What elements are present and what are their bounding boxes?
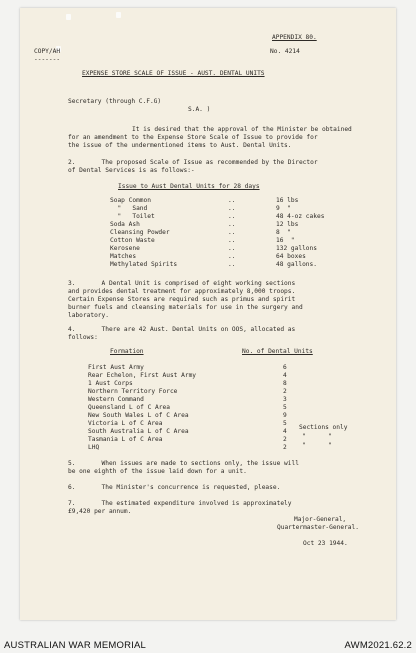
sections-note: Sections only: [299, 424, 348, 431]
scale-qty: 48 4-oz cakes: [276, 213, 325, 220]
scale-qty: 48 gallons.: [276, 261, 317, 268]
copy-reference: COPY/AH: [34, 48, 61, 55]
addressee-line: Secretary (through C.F.G): [68, 98, 162, 105]
units-count: 4: [283, 428, 287, 435]
scale-item: " Toilet: [110, 213, 155, 220]
paragraph-line: 7. The estimated expenditure involved is approximately: [68, 500, 292, 507]
scale-dots: ..: [228, 229, 236, 236]
units-count: 8: [283, 380, 287, 387]
scale-qty: 132 gallons: [276, 245, 317, 252]
paragraph-line: the issue of the undermentioned items to Aust. Dental Units.: [68, 142, 292, 149]
scale-qty: 12 lbs: [276, 221, 299, 228]
scale-item: Matches: [110, 253, 137, 260]
paragraph-line: and provides dental treatment for approximately 8,000 troops.: [68, 288, 296, 295]
scale-dots: ..: [228, 213, 236, 220]
document-date: Oct 23 1944.: [303, 540, 348, 547]
scale-qty: 9 ": [276, 205, 291, 212]
footer-accession: AWM2021.62.2: [344, 640, 412, 651]
formation-name: Tasmania L of C Area: [88, 436, 163, 443]
signature-rank: Major-General,: [294, 516, 347, 523]
formation-name: Queensland L of C Area: [88, 404, 170, 411]
formation-name: Northern Territory Force: [88, 388, 178, 395]
units-count: 3: [283, 396, 287, 403]
formation-name: Rear Echelon, First Aust Army: [88, 372, 197, 379]
scale-item: " Sand: [110, 205, 148, 212]
paragraph-line: laboratory.: [68, 312, 109, 319]
addressee-line: S.A. ): [188, 106, 211, 113]
scale-qty: 64 boxes: [276, 253, 306, 260]
scale-dots: ..: [228, 261, 236, 268]
scale-dots: ..: [228, 253, 236, 260]
scale-qty: 8 ": [276, 229, 291, 236]
punch-hole: [66, 14, 71, 20]
document-title: EXPENSE STORE SCALE OF ISSUE - AUST. DENTAL UNITS: [82, 70, 265, 77]
scale-item: Cotton Waste: [110, 237, 155, 244]
scale-dots: ..: [228, 221, 236, 228]
paragraph-line: follows:: [68, 334, 98, 341]
scale-dots: ..: [228, 245, 236, 252]
scale-item: Kerosene: [110, 245, 140, 252]
paragraph-line: £9,420 per annum.: [68, 508, 132, 515]
formation-name: First Aust Army: [88, 364, 144, 371]
paragraph-line: for an amendment to the Expense Store Scale of Issue to provide for: [68, 134, 318, 141]
punch-hole: [116, 12, 121, 18]
units-count: 5: [283, 404, 287, 411]
units-count: 6: [283, 364, 287, 371]
document-page: [20, 8, 396, 620]
scale-item: Cleansing Powder: [110, 229, 170, 236]
scale-qty: 16 ": [276, 237, 295, 244]
formation-header: Formation: [110, 348, 144, 355]
units-header: No. of Dental Units: [242, 348, 313, 355]
scale-qty: 16 lbs: [276, 197, 299, 204]
paragraph-line: It is desired that the approval of the Minister be obtained: [132, 126, 352, 133]
paragraph-line: burner fuels and cleansing materials for use in the surgery and: [68, 304, 303, 311]
scale-item: Soda Ash: [110, 221, 140, 228]
units-count: 2: [283, 436, 287, 443]
formation-name: 1 Aust Corps: [88, 380, 133, 387]
scale-item: Soap Common: [110, 197, 151, 204]
document-number: No. 4214: [270, 48, 300, 55]
paragraph-line: 5. When issues are made to sections only, the issue will: [68, 460, 299, 467]
ditto-mark: " ": [302, 442, 332, 449]
formation-name: South Australia L of C Area: [88, 428, 189, 435]
scale-dots: ..: [228, 197, 236, 204]
units-count: 9: [283, 412, 287, 419]
scale-dots: ..: [228, 237, 236, 244]
units-count: 4: [283, 372, 287, 379]
formation-name: Western Command: [88, 396, 144, 403]
paragraph-line: 4. There are 42 Aust. Dental Units on OOS, allocated as: [68, 326, 296, 333]
paragraph-line: of Dental Services is as follows:-: [68, 167, 195, 174]
scale-item: Methylated Spirits: [110, 261, 178, 268]
paragraph-line: 3. A Dental Unit is comprised of eight working sections: [68, 280, 296, 287]
units-count: 5: [283, 420, 287, 427]
units-count: 2: [283, 444, 287, 451]
paragraph-line: 2. The proposed Scale of Issue as recommended by the Director: [68, 159, 318, 166]
appendix-label: APPENDIX 80.: [272, 34, 317, 41]
paragraph-line: Certain Expense Stores are required such as primus and spirit: [68, 296, 296, 303]
scale-dots: ..: [228, 205, 236, 212]
formation-name: New South Wales L of C Area: [88, 412, 189, 419]
formation-name: LHQ: [88, 444, 100, 451]
dash-rule: -------: [34, 56, 61, 63]
signature-title: Quartermaster-General.: [277, 524, 359, 531]
scale-heading: Issue to Aust Dental Units for 28 days: [118, 183, 260, 190]
units-count: 2: [283, 388, 287, 395]
paragraph-line: 6. The Minister's concurrence is requested, please.: [68, 484, 281, 491]
paragraph-line: be one eighth of the issue laid down for a unit.: [68, 468, 247, 475]
footer-institution: AUSTRALIAN WAR MEMORIAL: [4, 640, 147, 651]
formation-name: Victoria L of C Area: [88, 420, 163, 427]
ditto-mark: " ": [302, 433, 332, 440]
